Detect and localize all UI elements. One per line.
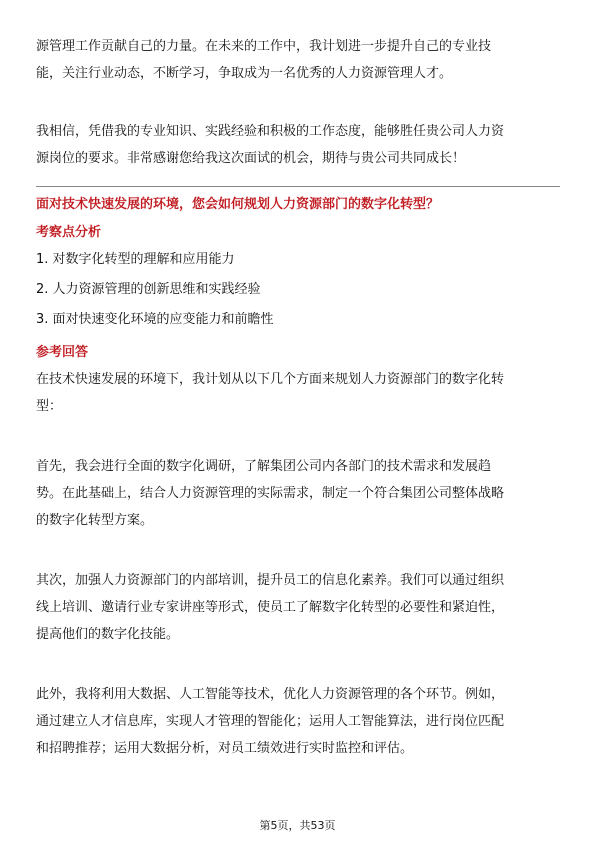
text-line: 能，关注行业动态，不断学习，争取成为一名优秀的人力资源管理人才。 [36, 66, 453, 81]
text-line: 在技术快速发展的环境下，我计划从以下几个方面来规划人力资源部门的数字化转 [36, 372, 505, 387]
answer-paragraph-1 [36, 366, 560, 420]
section-divider [36, 186, 560, 187]
text-line: 此外，我将利用大数据、人工智能等技术，优化人力资源管理的各个环节。例如， [36, 687, 505, 702]
text-line: 我相信，凭借我的专业知识、实践经验和积极的工作态度，能够胜任贵公司人力资 [36, 124, 505, 139]
analysis-item-3: 3. 面对快速变化环境的应变能力和前瞻性 [36, 312, 274, 327]
interview-question: 面对技术快速发展的环境，您会如何规划人力资源部门的数字化转型？ [36, 197, 440, 212]
analysis-item-2: 2. 人力资源管理的创新思维和实践经验 [36, 282, 261, 297]
intro-paragraph-2 [36, 118, 560, 172]
text-line: 源岗位的要求。非常感谢您给我这次面试的机会，期待与贵公司共同成长！ [36, 151, 466, 166]
analysis-heading: 考察点分析 [36, 225, 102, 240]
text-line: 型： [36, 399, 63, 414]
text-line: 其次，加强人力资源部门的内部培训，提升员工的信息化素养。我们可以通过组织 [36, 573, 505, 588]
answer-paragraph-4 [36, 681, 560, 762]
answer-paragraph-2 [36, 453, 560, 534]
text-line: 线上培训、邀请行业专家讲座等形式，使员工了解数字化转型的必要性和紧迫性， [36, 600, 505, 615]
answer-heading: 参考回答 [36, 345, 89, 360]
text-line: 提高他们的数字化技能。 [36, 627, 180, 642]
text-line: 势。在此基础上，结合人力资源管理的实际需求，制定一个符合集团公司整体战略 [36, 486, 505, 501]
text-line: 首先，我会进行全面的数字化调研，了解集团公司内各部门的技术需求和发展趋 [36, 459, 492, 474]
text-line: 的数字化转型方案。 [36, 513, 154, 528]
analysis-item-1: 1. 对数字化转型的理解和应用能力 [36, 252, 235, 267]
text-line: 和招聘推荐；运用大数据分析，对员工绩效进行实时监控和评估。 [36, 741, 414, 756]
page-number: 第5页，共53页 [259, 819, 336, 832]
text-line: 通过建立人才信息库，实现人才管理的智能化；运用人工智能算法，进行岗位匹配 [36, 714, 505, 729]
answer-paragraph-3 [36, 567, 560, 648]
intro-paragraph-1 [36, 33, 560, 87]
text-line: 源管理工作贡献自己的力量。在未来的工作中，我计划进一步提升自己的专业技 [36, 39, 492, 54]
